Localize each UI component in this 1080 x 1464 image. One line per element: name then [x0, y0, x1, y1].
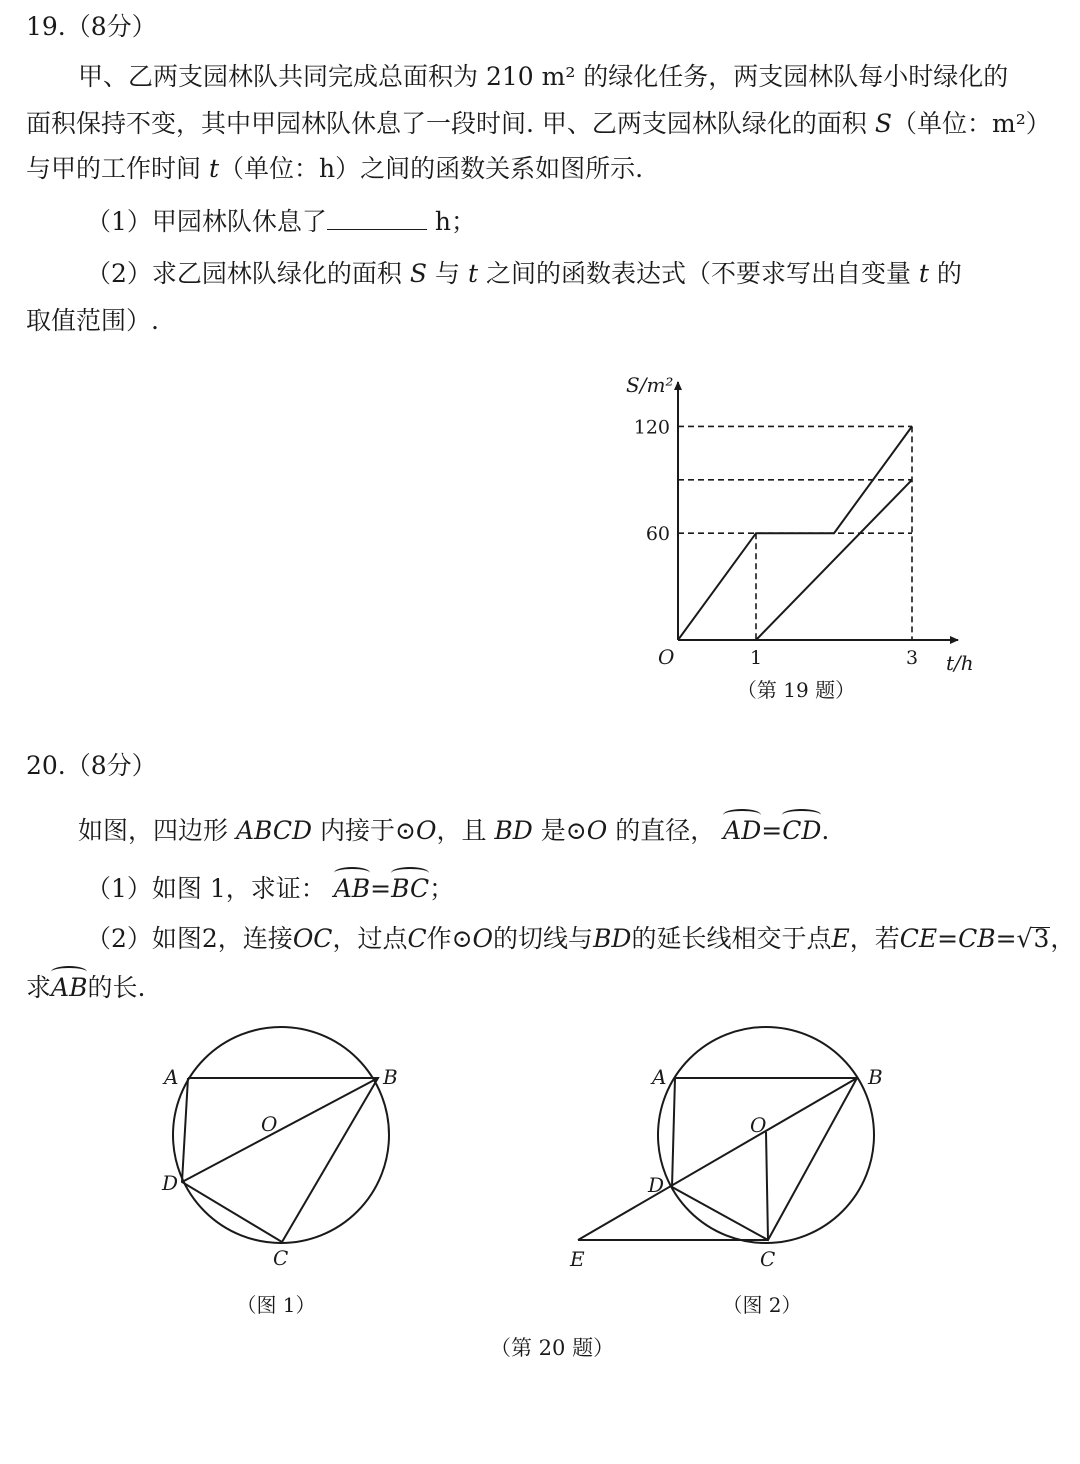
var-t: t [918, 259, 929, 288]
arc-cd: CD [782, 816, 822, 845]
label-a: A [164, 1065, 179, 1089]
label-b: B [868, 1065, 883, 1089]
chart-caption: （第 19 题） [736, 678, 856, 702]
fig2-caption: （图 2） [722, 1293, 802, 1317]
q20-text: 求 [26, 973, 52, 1002]
var-t: t [208, 154, 220, 183]
point-o: O [415, 816, 437, 845]
q19-text: 面积保持不变，其中甲园林队休息了一段时间. 甲、乙两支园林队绿化的面积 [26, 109, 867, 138]
q20-text: ， [1050, 924, 1076, 953]
q19-para-line3 [26, 153, 643, 185]
label-o: O [750, 1113, 767, 1137]
x-tick-label: 3 [905, 647, 919, 669]
segment-bd: BD [593, 924, 632, 953]
arc-ab: AB [333, 874, 371, 903]
segment-oc: OC [292, 924, 333, 953]
label-d: D [162, 1171, 179, 1195]
condition: CE=CB= [899, 924, 1017, 953]
x-axis-label: t/h [946, 651, 974, 675]
q20-text: 是⊙ [540, 816, 587, 845]
quad-name: ABCD [235, 816, 313, 845]
quadrilateral-abcd [672, 1078, 857, 1240]
q20-text: 的长. [87, 973, 146, 1002]
series-line-乙 [756, 480, 912, 640]
label-b: B [383, 1065, 398, 1089]
answer-blank[interactable] [327, 205, 427, 230]
point-e: E [831, 924, 850, 953]
arc-ad: AD [723, 816, 762, 845]
q20-sub2 [86, 923, 1075, 955]
q19-sub2-cont: 取值范围）. [26, 306, 159, 335]
q20-para [78, 815, 829, 847]
q20-text: 如图，四边形 [78, 816, 229, 845]
label-a: A [652, 1065, 667, 1089]
var-t: t [467, 259, 478, 288]
q19-text: （2）求乙园林队绿化的面积 [86, 259, 402, 288]
label-o: O [261, 1112, 278, 1136]
q20-text: ，且 [436, 816, 487, 845]
segment-bd: BD [494, 816, 533, 845]
var-s: S [409, 259, 428, 288]
point-o: O [586, 816, 608, 845]
equals-sign: = [370, 874, 392, 903]
equals-sign: = [761, 816, 783, 845]
label-c: C [760, 1247, 776, 1271]
q20-caption: （第 20 题） [490, 1336, 615, 1360]
arc-ab: AB [51, 973, 88, 1002]
q20-sub1 [86, 873, 454, 905]
sqrt-sign: √ [1016, 924, 1033, 953]
point-o: O [472, 924, 494, 953]
q19-text: （单位：h）之间的函数关系如图所示. [219, 154, 644, 183]
q20-text: 作⊙ [426, 924, 473, 953]
q19-para-line1: 甲、乙两支园林队共同完成总面积为 210 m² 的绿化任务，两支园林队每小时绿化的 [78, 62, 1009, 91]
q20-text: 的延长线相交于点 [631, 924, 832, 953]
arc-bc: BC [391, 874, 430, 903]
q20-text: 的直径， [615, 816, 716, 845]
q19-heading: 19.（8分） [26, 12, 157, 41]
y-tick-label: 120 [633, 416, 670, 439]
sqrt-radicand: 3 [1033, 924, 1050, 953]
origin-label: O [658, 645, 675, 669]
q20-text: （1）如图 1，求证： [86, 874, 326, 903]
q19-sub1 [86, 205, 476, 238]
q20-text: ，若 [849, 924, 900, 953]
circle-o [173, 1027, 389, 1243]
point-c: C [407, 924, 427, 953]
q20-sub2-cont [26, 972, 145, 1004]
figure-2 [560, 1020, 920, 1330]
label-d: D [648, 1173, 665, 1197]
q19-text: 之间的函数表达式（不要求写出自变量 [485, 259, 911, 288]
x-tick-label: 1 [749, 647, 763, 669]
q20-text: ，过点 [332, 924, 408, 953]
label-c: C [273, 1246, 289, 1270]
q19-text: （单位：m²） [892, 109, 1051, 138]
y-tick-label: 60 [645, 523, 670, 546]
q19-para-line2 [26, 108, 1051, 140]
q19-text: 与甲的工作时间 [26, 154, 202, 183]
label-e: E [570, 1247, 585, 1271]
q19-graph [600, 360, 990, 710]
segment-oc [766, 1132, 768, 1240]
q20-text: ； [429, 874, 455, 903]
var-s: S [874, 109, 892, 138]
figure-1 [150, 1020, 410, 1330]
q19-text: 的 [936, 259, 962, 288]
period: . [821, 816, 830, 845]
fig1-caption: （图 1） [236, 1293, 316, 1317]
q20-text: 内接于⊙ [319, 816, 416, 845]
q19-text: h； [434, 207, 476, 236]
q19-text: 与 [434, 259, 460, 288]
q20-text: 的切线与 [493, 924, 594, 953]
q19-sub2 [86, 258, 962, 290]
q20-heading: 20.（8分） [26, 751, 157, 780]
q19-text: （1）甲园林队休息了 [86, 207, 327, 236]
line-eb [578, 1078, 857, 1240]
y-axis-label: S/m² [626, 373, 674, 397]
q20-text: （2）如图2，连接 [86, 924, 293, 953]
